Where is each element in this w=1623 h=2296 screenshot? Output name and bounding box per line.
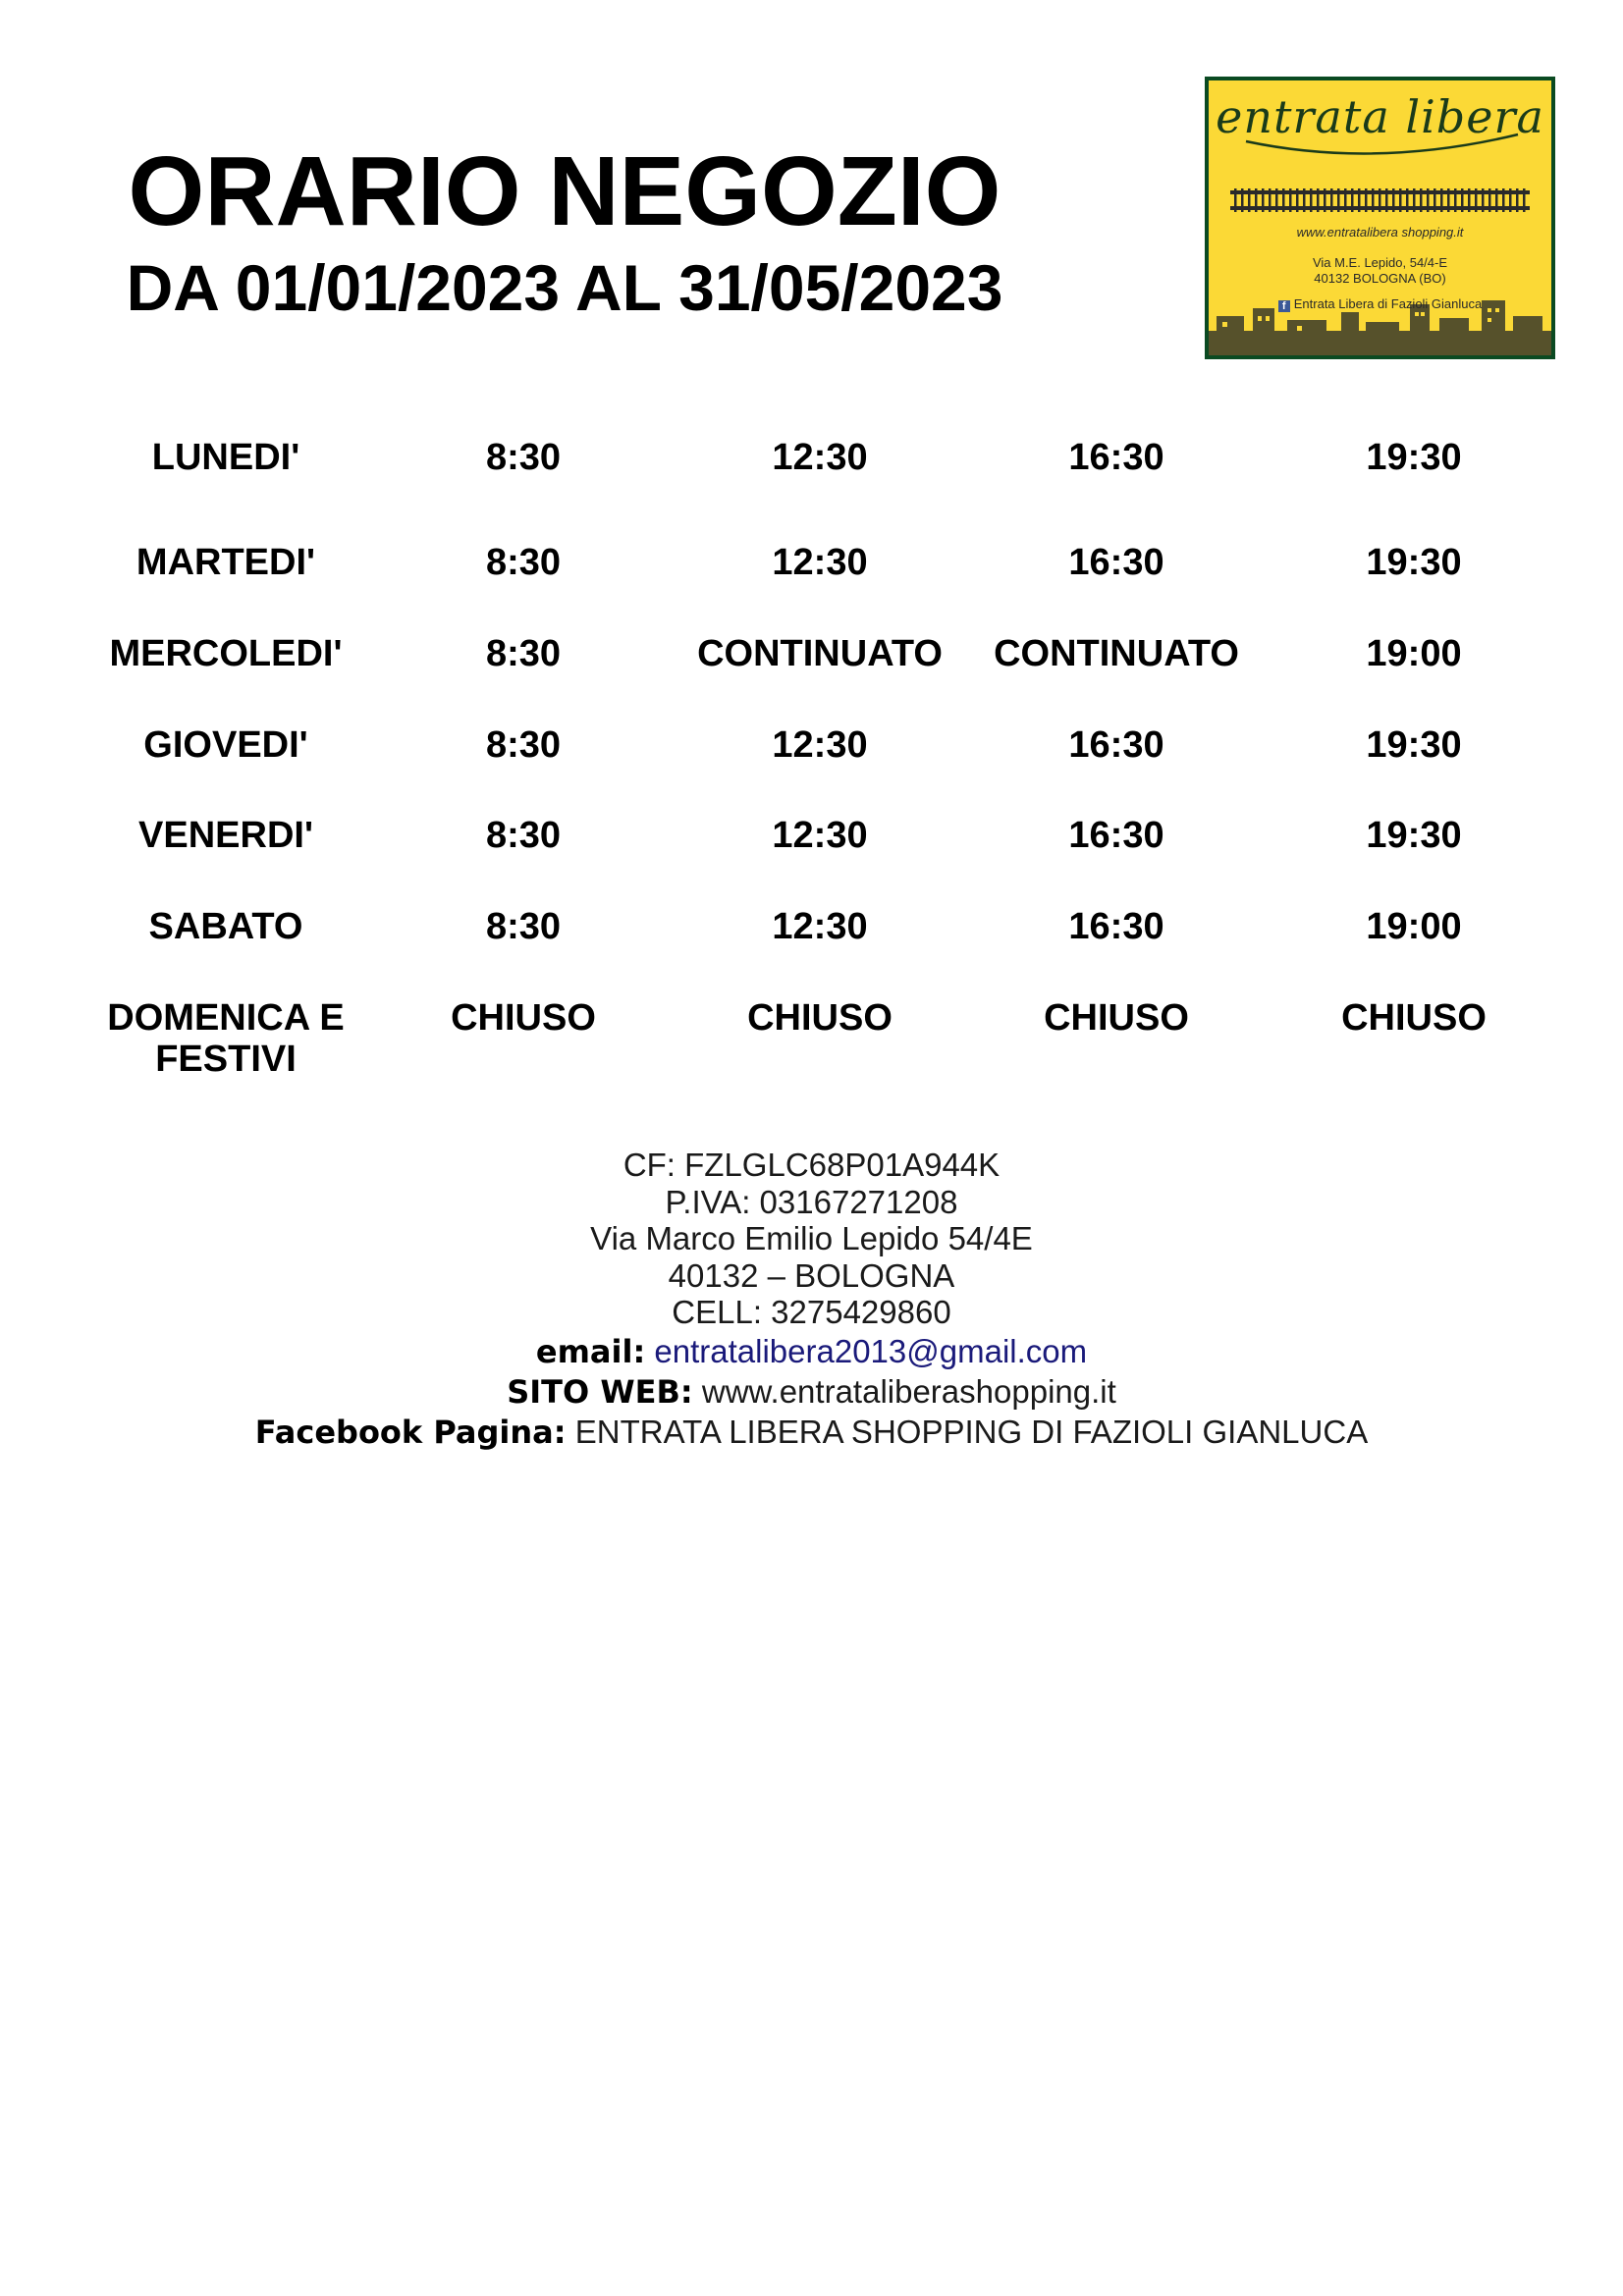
logo-brand-text: entrata libera — [1216, 90, 1544, 143]
piva-text: P.IVA: 03167271208 — [665, 1183, 958, 1220]
schedule-time: 16:30 — [1068, 906, 1164, 947]
schedule-day: MARTEDI' — [135, 542, 316, 583]
schedule-day: VENERDI' — [138, 815, 313, 856]
schedule-time: 19:30 — [1366, 815, 1462, 856]
schedule-time: 16:30 — [1068, 437, 1164, 478]
schedule-time: 8:30 — [485, 633, 562, 674]
schedule-time: CHIUSO — [1341, 997, 1487, 1039]
schedule-time: 12:30 — [772, 815, 868, 856]
store-info — [0, 1147, 1623, 1452]
page-title: ORARIO NEGOZIO — [128, 136, 1001, 246]
schedule-time: CONTINUATO — [994, 633, 1239, 674]
website-line — [0, 1371, 1623, 1412]
schedule-time: 16:30 — [1068, 815, 1164, 856]
store-logo — [1205, 77, 1555, 359]
schedule-time: 16:30 — [1068, 724, 1164, 766]
schedule-time: 12:30 — [772, 724, 868, 766]
schedule-time: 8:30 — [485, 906, 562, 947]
schedule-time: CHIUSO — [747, 997, 893, 1039]
website-link[interactable]: www.entrataliberashopping.it — [701, 1372, 1116, 1410]
schedule-time: 19:30 — [1366, 724, 1462, 766]
schedule-time: 8:30 — [485, 815, 562, 856]
city-text: 40132 – BOLOGNA — [668, 1256, 955, 1294]
schedule-time: 12:30 — [772, 906, 868, 947]
facebook-icon: f — [1278, 300, 1290, 312]
schedule-time: 19:00 — [1366, 633, 1462, 674]
website-label: SITO WEB: — [507, 1372, 693, 1411]
email-link[interactable]: entratalibera2013@gmail.com — [654, 1332, 1088, 1369]
schedule-time: 19:30 — [1366, 437, 1462, 478]
cf-text: CF: FZLGLC68P01A944K — [622, 1147, 1001, 1183]
logo-facebook-line — [1209, 296, 1551, 312]
schedule-day: LUNEDI' — [151, 437, 300, 478]
logo-address-line2: 40132 BOLOGNA (BO) — [1314, 271, 1446, 286]
address-text: Via Marco Emilio Lepido 54/4E — [590, 1220, 1033, 1256]
logo-address-line1: Via M.E. Lepido, 54/4-E — [1312, 255, 1448, 270]
facebook-line — [0, 1412, 1623, 1452]
schedule-time: CONTINUATO — [697, 633, 943, 674]
facebook-page[interactable]: ENTRATA LIBERA SHOPPING DI FAZIOLI GIANLUCA — [574, 1413, 1369, 1450]
schedule-day: GIOVEDI' — [143, 724, 308, 766]
schedule-time: 19:30 — [1366, 542, 1462, 583]
schedule-day: SABATO — [148, 906, 303, 947]
schedule-time: 16:30 — [1068, 542, 1164, 583]
schedule-day: MERCOLEDI' — [109, 633, 343, 674]
schedule-time: 19:00 — [1366, 906, 1462, 947]
logo-facebook-text: Entrata Libera di Fazioli Gianluca — [1293, 296, 1483, 311]
schedule-day: DOMENICA E FESTIVI — [107, 997, 345, 1080]
email-label: email: — [535, 1332, 646, 1370]
schedule-time: 8:30 — [485, 542, 562, 583]
facebook-label: Facebook Pagina: — [254, 1413, 567, 1451]
email-line — [0, 1331, 1623, 1371]
schedule-time: CHIUSO — [451, 997, 596, 1039]
page-subtitle: DA 01/01/2023 AL 31/05/2023 — [126, 251, 1003, 324]
schedule-time: 12:30 — [772, 437, 868, 478]
logo-website: www.entratalibera shopping.it — [1296, 225, 1464, 240]
schedule-time: 12:30 — [772, 542, 868, 583]
cell-text: CELL: 3275429860 — [672, 1294, 951, 1330]
schedule-time: 8:30 — [485, 437, 562, 478]
schedule-time: 8:30 — [485, 724, 562, 766]
schedule-time: CHIUSO — [1044, 997, 1189, 1039]
